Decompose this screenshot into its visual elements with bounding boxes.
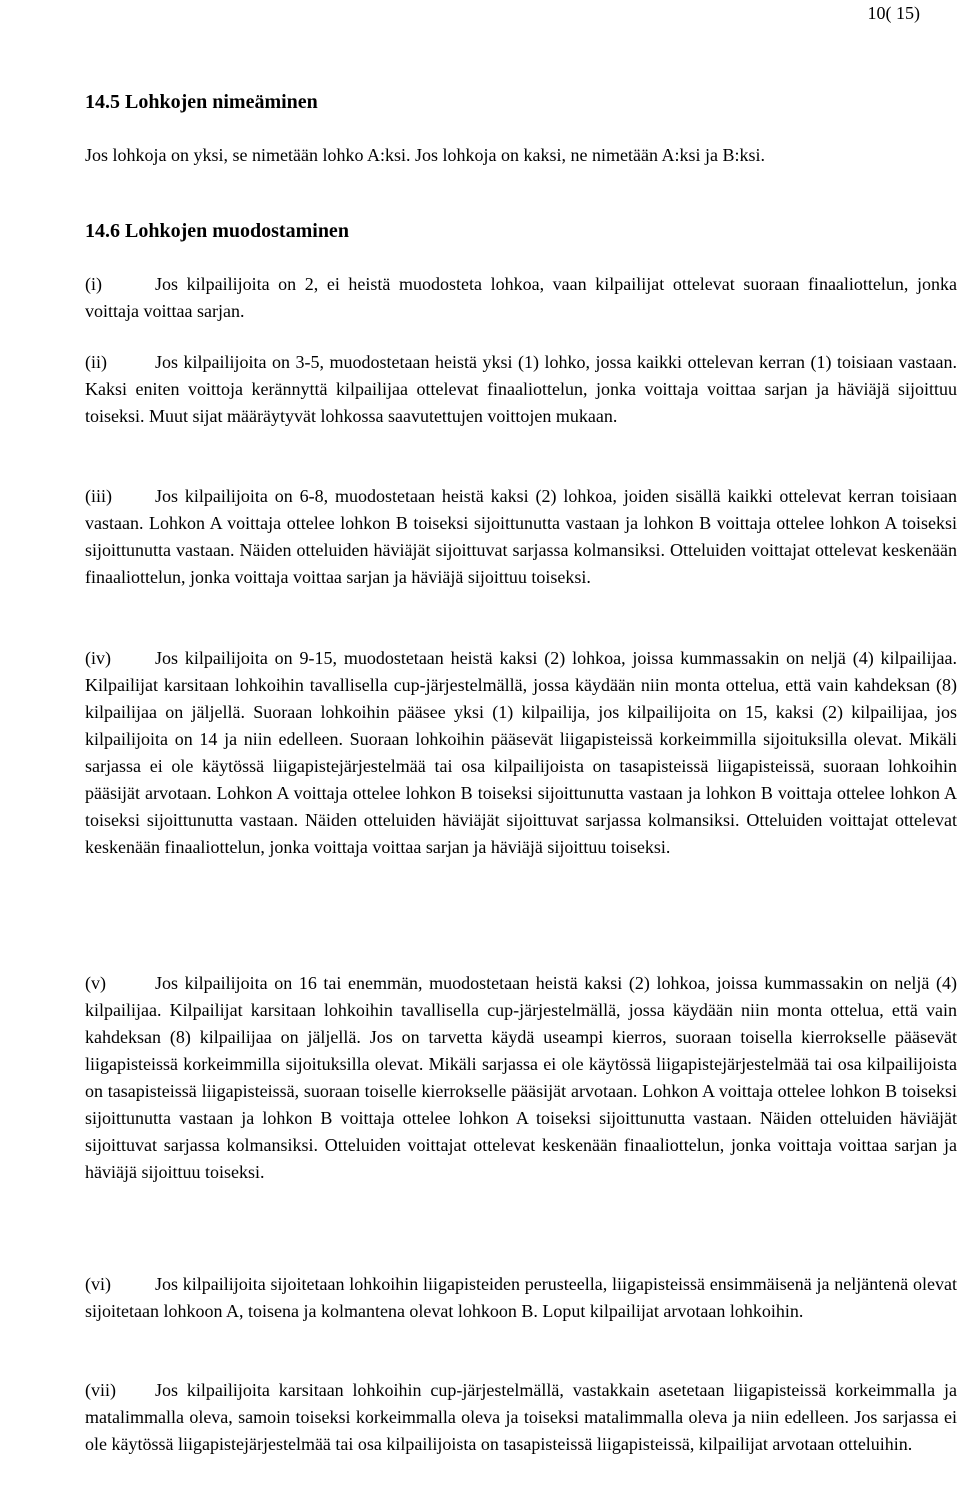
list-item-iv (85, 645, 957, 861)
list-marker: (vi) (85, 1274, 111, 1294)
list-item-iii (85, 483, 957, 591)
list-item-text: Jos kilpailijoita on 3-5, muodostetaan heistä yksi (1) lohko, jossa kaikki ottelevan kerran (1) toisiaan vastaan. Kaksi eniten voittoja kerännyttä kilpailijaa ottelevat finaaliottelun, jonka voittaja voittaa sarjan ja häviäjä sijoittuu toiseksi. Muut sijat määräytyvät lohkossa saavutettujen voittojen mukaan. (85, 352, 957, 426)
list-marker: (ii) (85, 352, 107, 372)
section-heading-14-5: 14.5 Lohkojen nimeäminen (85, 91, 318, 113)
list-item-text: Jos kilpailijoita on 9-15, muodostetaan heistä kaksi (2) lohkoa, joissa kummassakin on neljä (4) kilpailijaa. Kilpailijat karsitaan lohkoihin tavallisella cup-järjestelmällä, jossa käydään niin monta ottelua, että vain kahdeksan (8) kilpailijaa on jäljellä. Suoraan lohkoihin pääsee yksi (1) kilpailija, jos kilpailijoita on 15, kaksi (2) kilpailijaa, jos kilpailijoita on 14 ja niin edelleen. Suoraan lohkoihin pääsevät liigapisteissä korkeimmilla sijoituksilla olevat. Mikäli sarjassa ei ole käytössä liigapistejärjestelmää tai osa kilpailijoista on tasapisteissä liigapisteissä, suoraan lohkoihin pääsijät arvotaan. Lohkon A voittaja ottelee lohkon B toiseksi sijoittunutta vastaan ja lohkon B voittaja ottelee lohkon A toiseksi sijoittunutta vastaan. Näiden otteluiden häviäjät sijoittuvat sarjassa kolmansiksi. Otteluiden voittajat ottelevat keskenään finaaliottelun, jonka voittaja voittaa sarjan ja häviäjä sijoittuu toiseksi. (85, 648, 957, 857)
list-marker: (v) (85, 973, 106, 993)
list-item-v (85, 970, 957, 1186)
list-item-vii (85, 1377, 957, 1458)
list-item-i (85, 271, 957, 325)
page-number: 10( 15) (867, 3, 920, 23)
section-14-5-paragraph: Jos lohkoja on yksi, se nimetään lohko A:ksi. Jos lohkoja on kaksi, ne nimetään A:ksi ja B:ksi. (85, 145, 765, 165)
list-item-text: Jos kilpailijoita karsitaan lohkoihin cup-järjestelmällä, vastakkain asetetaan liigapisteissä korkeimmalla ja matalimmalla oleva, samoin toiseksi korkeimmalla oleva ja toiseksi matalimmalla oleva ja niin edelleen. Jos sarjassa ei ole käytössä liigapistejärjestelmää tai osa kilpailijoista on tasapisteissä liigapisteissä, kilpailijat arvotaan otteluihin. (85, 1380, 957, 1454)
list-marker: (iv) (85, 648, 111, 668)
list-marker: (iii) (85, 486, 112, 506)
list-item-text: Jos kilpailijoita on 16 tai enemmän, muodostetaan heistä kaksi (2) lohkoa, joissa kummassakin on neljä (4) kilpailijaa. Kilpailijat karsitaan lohkoihin tavallisella cup-järjestelmällä, jossa käydään niin monta ottelua, että vain kahdeksan (8) kilpailijaa on jäljellä. Jos on tarvetta käydä useampi kierros, suoraan toisella kierrokselle pääsevät liigapisteissä korkeimmilla sijoituksilla olevat. Mikäli sarjassa ei ole käytössä liigapistejärjestelmää tai osa kilpailijoista on tasapisteissä liigapisteissä, suoraan toiselle kierrokselle pääsijät arvotaan. Lohkon A voittaja ottelee lohkon B toiseksi sijoittunutta vastaan ja lohkon B voittaja ottelee lohkon A toiseksi sijoittunutta vastaan. Näiden otteluiden häviäjät sijoittuvat sarjassa kolmansiksi. Otteluiden voittajat ottelevat keskenään finaaliottelun, jonka voittaja voittaa sarjan ja häviäjä sijoittuu toiseksi. (85, 973, 957, 1182)
section-heading-14-6: 14.6 Lohkojen muodostaminen (85, 220, 349, 242)
list-item-vi (85, 1271, 957, 1325)
list-item-ii (85, 349, 957, 430)
list-item-text: Jos kilpailijoita on 2, ei heistä muodosteta lohkoa, vaan kilpailijat ottelevat suoraan finaaliottelun, jonka voittaja voittaa sarjan. (85, 274, 957, 321)
list-marker: (vii) (85, 1380, 116, 1400)
list-item-text: Jos kilpailijoita sijoitetaan lohkoihin liigapisteiden perusteella, liigapisteissä ensimmäisenä ja neljäntenä olevat sijoitetaan lohkoon A, toisena ja kolmantena olevat lohkoon B. Loput kilpailijat arvotaan lohkoihin. (85, 1274, 957, 1321)
list-item-text: Jos kilpailijoita on 6-8, muodostetaan heistä kaksi (2) lohkoa, joiden sisällä kaikki ottelevat kerran toisiaan vastaan. Lohkon A voittaja ottelee lohkon B toiseksi sijoittunutta vastaan ja lohkon B voittaja ottelee lohkon A toiseksi sijoittunutta vastaan. Näiden otteluiden häviäjät sijoittuvat sarjassa kolmansiksi. Otteluiden voittajat ottelevat keskenään finaaliottelun, jonka voittaja voittaa sarjan ja häviäjä sijoittuu toiseksi. (85, 486, 957, 587)
list-marker: (i) (85, 274, 102, 294)
